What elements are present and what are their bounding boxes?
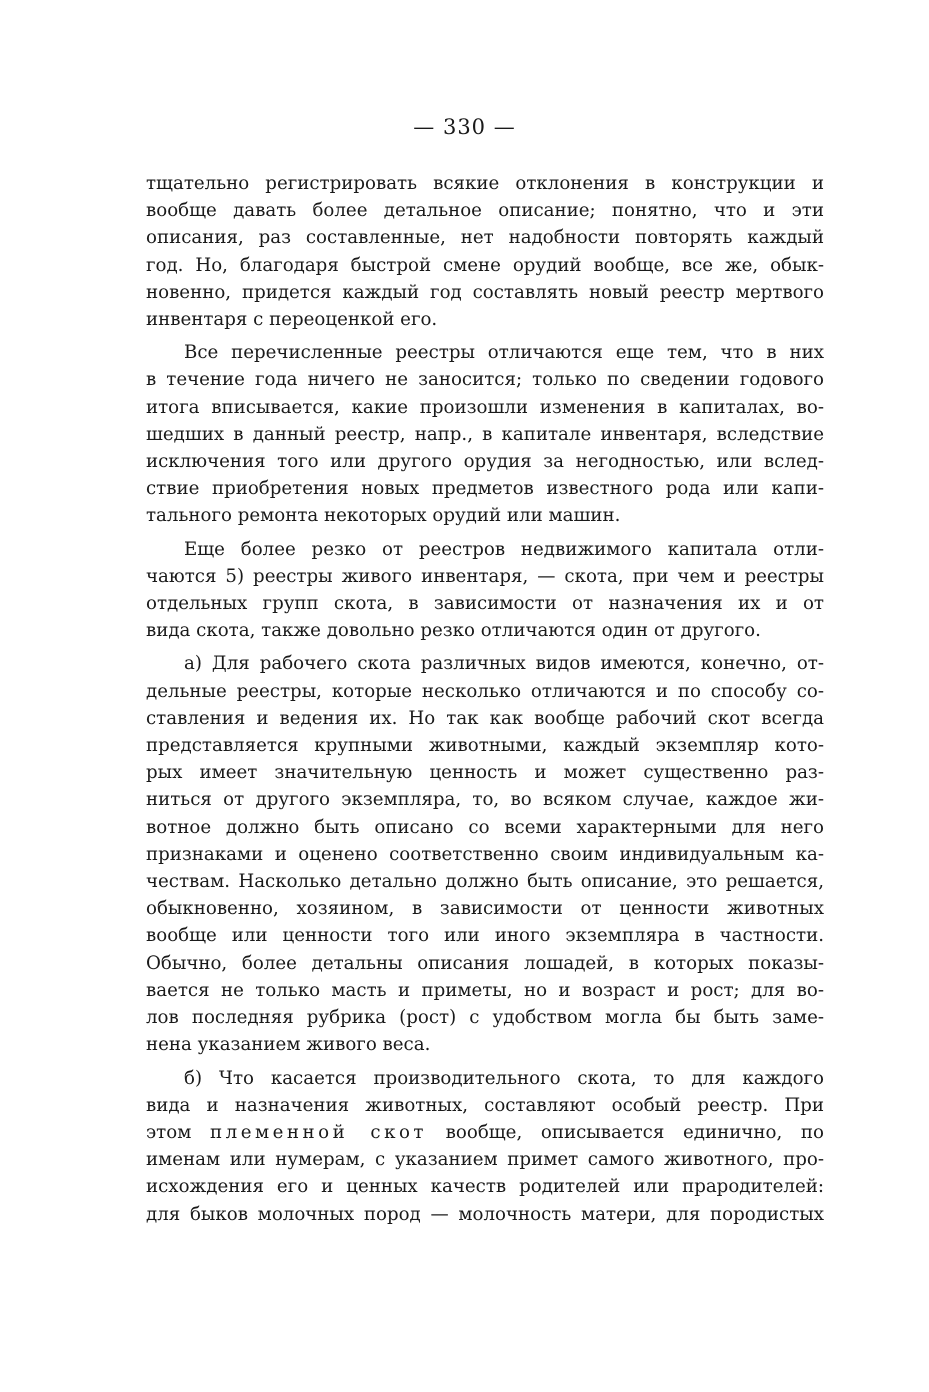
text-line: чествам. Насколько детально должно быть описание, это решается, — [146, 871, 824, 893]
paragraph-2 — [146, 339, 824, 529]
text-line: рых имеет значительную ценность и может существенно раз- — [146, 762, 824, 784]
text-line: нена указанием живого веса. — [146, 1034, 431, 1056]
text-line: год. Но, благодаря быстрой смене орудий вообще, все же, обык- — [146, 254, 824, 276]
text-line: признаками и оценено соответственно своим индивидуальным ка- — [146, 843, 824, 865]
text-segment: вообще, описывается единично, по — [426, 1121, 824, 1143]
text-line: вотное должно быть описано со всеми характерными для него — [146, 816, 824, 838]
paragraph-1 — [146, 170, 824, 333]
text-line: исхождения его и ценных качеств родителей или прародителей: — [146, 1176, 824, 1198]
text-line: в течение года ничего не заносится; только по сведении годового — [146, 369, 824, 391]
text-line: именам или нумерам, с указанием примет самого животного, про- — [146, 1149, 824, 1171]
text-segment: этом — [146, 1121, 211, 1143]
text-line: ствие приобретения новых предметов известного рода или капи- — [146, 478, 824, 500]
text-line: итога вписывается, какие произошли изменения в капиталах, во- — [146, 396, 824, 418]
paragraph-5 — [146, 1065, 824, 1228]
paragraph-4 — [146, 650, 824, 1058]
text-line — [146, 1119, 824, 1146]
page-number: — 330 — — [413, 115, 516, 139]
text-line: обыкновенно, хозяином, в зависимости от ценности животных — [146, 898, 824, 920]
text-line: исключения того или другого орудия за негодностью, или вслед- — [146, 451, 824, 473]
paragraph-3 — [146, 536, 824, 645]
text-line: тального ремонта некоторых орудий или машин. — [146, 505, 621, 527]
text-line: вида и назначения животных, составляют особый реестр. При — [146, 1094, 824, 1116]
text-line: новенно, придется каждый год составлять новый реестр мертвого — [146, 281, 824, 303]
body-text — [146, 170, 824, 1234]
text-line: дельные реестры, которые несколько отличаются и по способу со- — [146, 680, 824, 702]
text-line: вообще или ценности того или иного экземпляра в частности. — [146, 925, 824, 947]
text-line: лов последняя рубрика (рост) с удобством могла бы быть заме- — [146, 1007, 824, 1029]
text-line: Еще более резко от реестров недвижимого капитала отли- — [184, 538, 824, 560]
text-line: ставления и ведения их. Но так как вообще рабочий скот всегда — [146, 707, 824, 729]
text-line: а) Для рабочего скота различных видов имеются, конечно, от- — [184, 653, 824, 675]
text-line: описания, раз составленные, нет надобности повторять каждый — [146, 227, 824, 249]
text-line: вообще давать более детальное описание; понятно, что и эти — [146, 200, 824, 222]
text-line: инвентаря с переоценкой его. — [146, 309, 438, 331]
text-line: Все перечисленные реестры отличаются еще тем, что в них — [184, 342, 824, 364]
text-line: вида скота, также довольно резко отличаются один от другого. — [146, 620, 761, 642]
text-line: отдельных групп скота, в зависимости от назначения их и от — [146, 593, 824, 615]
text-line: Обычно, более детальны описания лошадей, в которых показы- — [146, 952, 824, 974]
text-line: для быков молочных пород — молочность матери, для породистых — [146, 1203, 824, 1225]
text-line: б) Что касается производительного скота, то для каждого — [184, 1067, 824, 1089]
text-line: чаются 5) реестры живого инвентаря, — скота, при чем и реестры — [146, 565, 824, 587]
emphasized-term: племенной скот — [210, 1121, 427, 1143]
text-line: ниться от другого экземпляра, то, во всяком случае, каждое жи- — [146, 789, 824, 811]
text-line: представляется крупными животными, каждый экземпляр кото- — [146, 735, 824, 757]
text-line: вается не только масть и приметы, но и возраст и рост; для во- — [146, 979, 824, 1001]
text-line: шедших в данный реестр, напр., в капитале инвентаря, вследствие — [146, 423, 824, 445]
text-line: тщательно регистрировать всякие отклонения в конструкции и — [146, 173, 824, 194]
